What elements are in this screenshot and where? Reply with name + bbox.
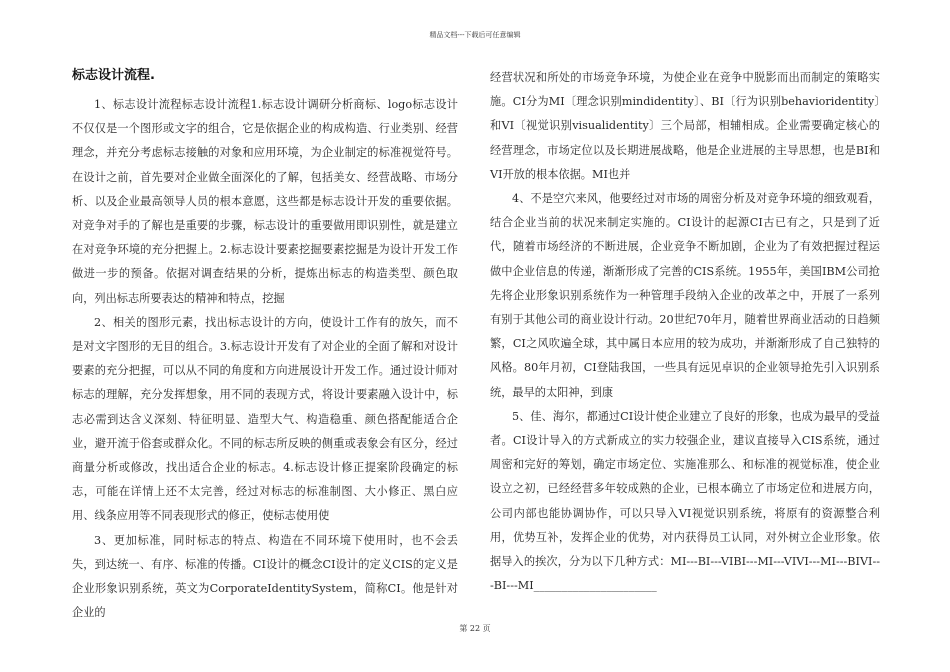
paragraph-3: 3、更加标准，同时标志的特点、构造在不同环境下使用时，也不会丢失，到达统一、有序、标准的传播。CI设计的概念CI设计的定义CIS的定义是企业形象识别系统，英文为CorporateIdentitySystem，简称CI。他是针对企业的 [72,533,458,620]
paragraph-5: 5、佳、海尔，都通过CI设计使企业建立了良好的形象，也成为最早的受益者。CI设计导入的方式新成立的实力较强企业，建议直接导入CIS系统，通过周密和完好的筹划，确定市场定位、实施准那么、和标准的视觉标准，使企业设立之初，已经经营多年较成熟的企业，已根本确立了市场定位和进展方向，公司内部也能协调协作，可以只导入VI视觉识别系统，将原有的资源整合利用，优势互补，发挥企业的优势，对内获得员工认同，对外树立企业形象。依据导入的挨次，分为以下几种方式：MI---BI---VIBI---MI---VIVI---MI---BIVI---BI---MI______________________ [490,409,880,593]
paragraph-4: 4、不是空穴来风，他要经过对市场的周密分析及对竞争环境的细致观看，结合企业当前的状况来制定实施的。CI设计的起源CI古已有之，只是到了近代，随着市场经济的不断进展，企业竞争不断加剧，企业为了有效把握过程运做中企业信息的传递，渐渐形成了完善的CIS系统。1955年，美国IBM公司抢先将企业形象识别系统作为一种管理手段纳入企业的改革之中，开展了一系列有别于其他公司的商业设计行动。20世纪70年月，随着世界商业活动的日趋频繁，CI之风吹遍全球，其中属日本应用的较为成功，并渐渐形成了自己独特的风格。80年月初，CI登陆我国，一些具有远见卓识的企业领导抢先引入识别系统，最早的太阳神，到康 [490,192,880,399]
paragraph-1: 1、标志设计流程标志设计流程1.标志设计调研分析商标、logo标志设计不仅仅是一个图形或文字的组合，它是依据企业的构成构造、行业类别、经营理念，并充分考虑标志接触的对象和应用环境，为企业制定的标准视觉符号。在设计之前，首先要对企业做全面深化的了解，包括美女、经营战略、市场分析、以及企业最高领导人员的根本意愿，这些都是标志设计开发的重要依据。对竞争对手的了解也是重要的步骤，标志设计的重要做用即识别性，就是建立在对竞争环境的充分把握上。2.标志设计要素挖掘要素挖掘是为设计开发工作做进一步的预备。依据对调查结果的分析，提炼出标志的构造类型、颜色取向，列出标志所要表达的精神和特点，挖掘 [72,98,458,305]
page-header: 精品文档---下载后可任意编辑 [429,31,521,39]
paragraph-3-continued: 经营状况和所处的市场竞争环境，为使企业在竞争中脱影而出而制定的策略实施。CI分为MI〔理念识别mindidentity〕、BI〔行为识别behavioridentity〕和VI〔视觉识别visualidentity〕三个局部，相辅相成。企业需要确定核心的经营理念，市场定位以及长期进展战略，他是企业进展的主导思想，也是BI和VI开放的根本依据。MI也并 [490,71,880,181]
page-number: 第 22 页 [459,624,491,633]
paragraph-2: 2、相关的图形元素，找出标志设计的方向，使设计工作有的放矢，而不是对文字图形的无目的组合。3.标志设计开发有了对企业的全面了解和对设计要素的充分把握，可以从不同的角度和方向进展设计开发工作。通过设计师对标志的理解，充分发挥想象，用不同的表现方式，将设计要素融入设计中，标志必需到达含义深刻、特征明显、造型大气、构造稳重、颜色搭配能适合企业，避开流于俗套或群众化。不同的标志所反映的侧重或表象会有区分，经过商量分析或修改，找出适合企业的标志。4.标志设计修正提案阶段确定的标志，可能在详情上还不太完善，经过对标志的标准制图、大小修正、黑白应用、线条应用等不同表现形式的修正，使标志使用使 [72,315,458,523]
right-column [490,66,880,598]
left-column [72,66,458,625]
document-title: 标志设计流程. [72,68,155,83]
